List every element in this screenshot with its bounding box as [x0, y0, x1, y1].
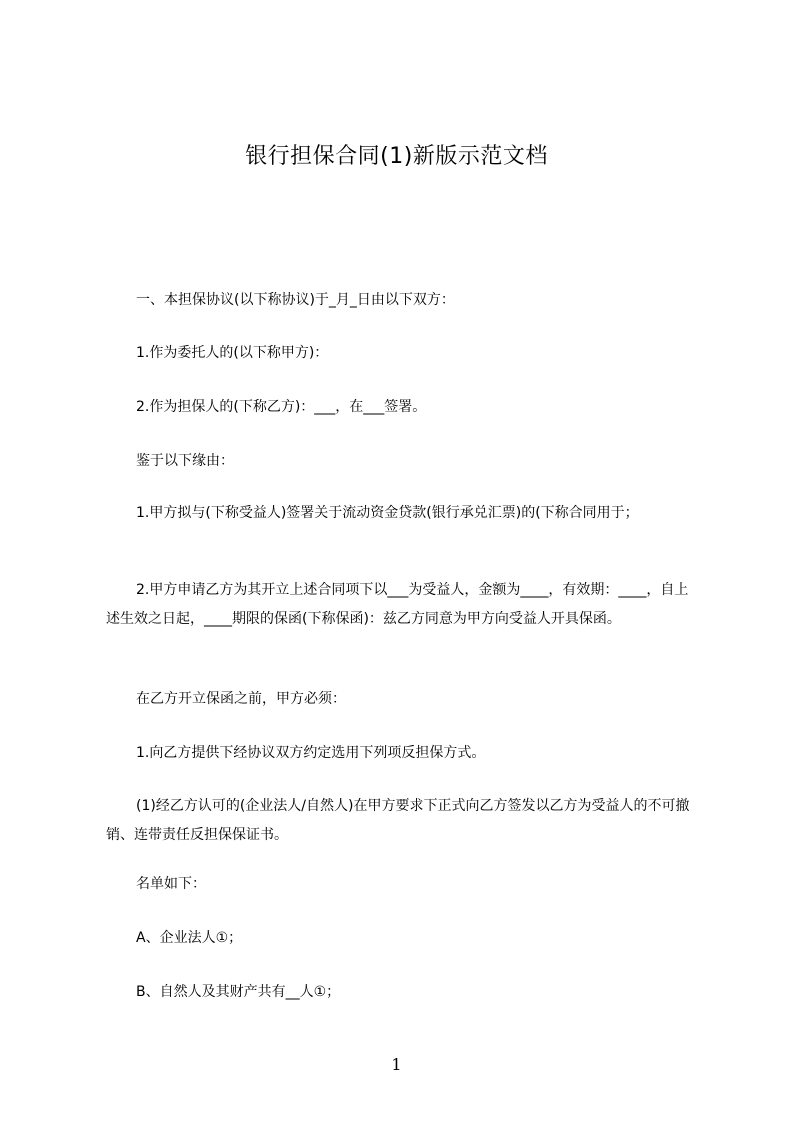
paragraph-3: 2.作为担保人的(下称乙方)：___，在___签署。: [136, 399, 427, 415]
paragraph-6: 2.甲方申请乙方为其开立上述合同项下以___为受益人，金额为____，有效期：____，自上述生效之日起，____期限的保函(下称保函)：兹乙方同意为甲方向受益人开具保函。: [106, 582, 689, 627]
paragraph-12: B、自然人及其财产共有__人①；: [136, 984, 341, 1000]
paragraph-9: (1)经乙方认可的(企业法人/自然人)在甲方要求下正式向乙方签发以乙方为受益人的不可撤销、连带责任反担保保证书。: [106, 798, 690, 843]
paragraph-2: 1.作为委托人的(以下称甲方)：: [136, 345, 329, 361]
paragraph-1: 一、本担保协议(以下称协议)于_月_日由以下双方：: [136, 292, 455, 308]
paragraph-7: 在乙方开立保函之前，甲方必须：: [136, 691, 346, 707]
paragraph-5: 1.甲方拟与(下称受益人)签署关于流动资金贷款(银行承兑汇票)的(下称合同用于；: [136, 505, 639, 521]
paragraph-11: A、企业法人①；: [136, 930, 243, 946]
paragraph-8: 1.向乙方提供下经协议双方约定选用下列项反担保方式。: [136, 745, 486, 761]
paragraph-4: 鉴于以下缘由：: [136, 453, 234, 469]
paragraph-10: 名单如下：: [136, 876, 206, 892]
page-number: 1: [391, 1055, 402, 1074]
page-title: 银行担保合同(1)新版示范文档: [245, 144, 548, 169]
